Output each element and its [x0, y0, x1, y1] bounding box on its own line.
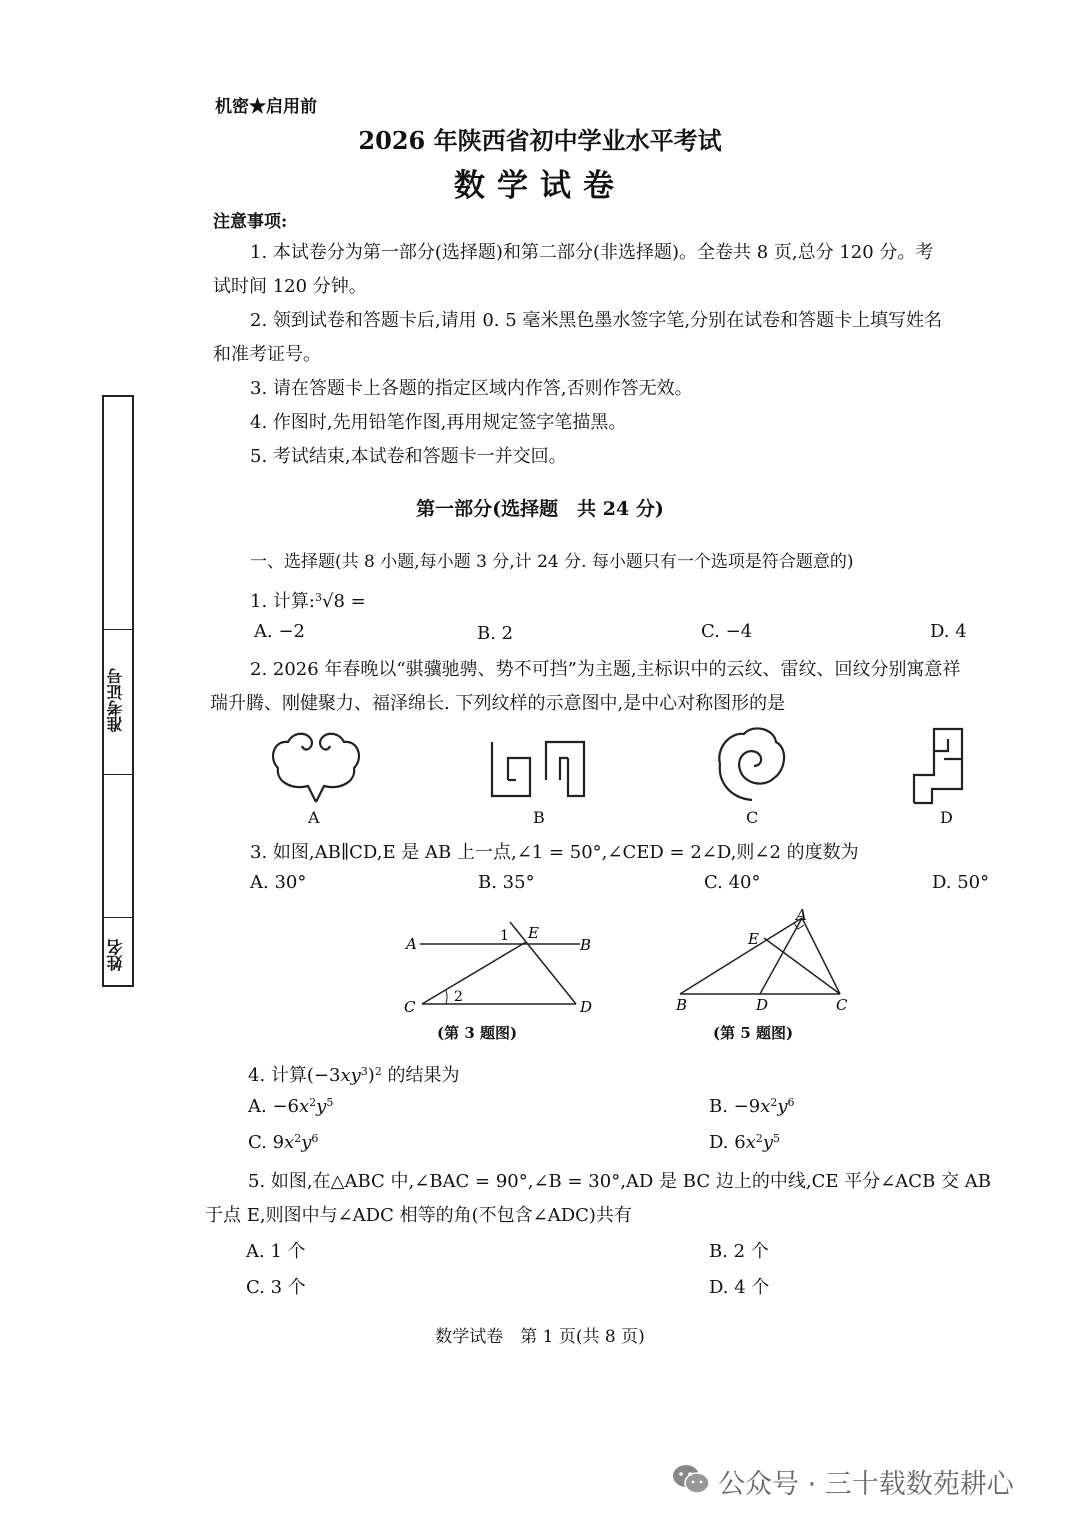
q3-point-b: B — [580, 936, 592, 954]
notes-heading: 注意事项: — [213, 212, 288, 232]
note-2a: 2. 领到试卷和答题卡后,请用 0. 5 毫米黑色墨水签字笔,分别在试卷和答题卡上填写姓名 — [250, 310, 943, 331]
q5-option-d: D. 4 个 — [709, 1277, 770, 1298]
q3-option-c: C. 40° — [704, 872, 761, 893]
q5-option-c: C. 3 个 — [246, 1277, 306, 1298]
q5-point-a: A — [796, 906, 807, 924]
note-4: 4. 作图时,先用铅笔作图,再用规定签字笔描黑。 — [250, 412, 627, 433]
q2-label-d: D — [940, 808, 953, 827]
q2-line1: 2. 2026 年春晚以“骐骥驰骋、势不可挡”为主题,主标识中的云纹、雷纹、回纹分别寓意祥 — [250, 659, 961, 680]
note-2b: 和准考证号。 — [213, 344, 321, 365]
q5-line2: 于点 E,则图中与∠ADC 相等的角(不包含∠ADC)共有 — [205, 1205, 632, 1226]
cloud-pattern-a — [270, 728, 362, 806]
q3-figure-caption: (第 3 题图) — [437, 1024, 518, 1042]
q3-angle-2: 2 — [454, 989, 463, 1005]
watermark-text: 公众号 · 三十载数苑耕心 — [718, 1469, 1014, 1500]
note-3: 3. 请在答题卡上各题的指定区域内作答,否则作答无效。 — [250, 378, 693, 399]
q3-point-d: D — [580, 998, 593, 1016]
q4-option-c: C. $9x^2y^6$ — [248, 1132, 319, 1153]
q4-option-a: A. $-6x^2y^5$ — [248, 1096, 334, 1117]
q3-option-b: B. 35° — [478, 872, 535, 893]
q1-option-b: B. 2 — [477, 623, 514, 644]
q5-point-b: B — [676, 996, 688, 1014]
section-heading: 一、选择题(共 8 小题,每小题 3 分,计 24 分. 每小题只有一个选项是符合题意的) — [250, 552, 854, 572]
q1-option-c: C. −4 — [701, 621, 753, 642]
q4-option-d: D. $6x^2y^5$ — [709, 1132, 781, 1153]
q4-stem: 4. 计算$(-3xy^3)^2$ 的结果为 — [248, 1065, 460, 1086]
note-5: 5. 考试结束,本试卷和答题卡一并交回。 — [250, 446, 567, 467]
q5-point-e: E — [748, 930, 759, 948]
q2-label-a: A — [308, 808, 320, 827]
q3-angle-1: 1 — [500, 928, 509, 944]
thunder-pattern-b — [490, 740, 586, 800]
q2-line2: 瑞升腾、刚健聚力、福泽绵长. 下列纹样的示意图中,是中心对称图形的是 — [210, 693, 786, 714]
note-1b: 试时间 120 分钟。 — [213, 276, 367, 297]
q3-point-a: A — [406, 935, 417, 953]
confidential-label: 机密★启用前 — [215, 97, 317, 117]
q5-point-c: C — [836, 996, 848, 1014]
q5-point-d: D — [756, 996, 769, 1014]
q3-stem: 3. 如图,AB∥CD,E 是 AB 上一点,∠1 = 50°,∠CED = 2∠D,则∠2 的度数为 — [250, 842, 859, 863]
page-footer: 数学试卷 第 1 页(共 8 页) — [435, 1327, 645, 1347]
q5-option-b: B. 2 个 — [709, 1241, 769, 1262]
q5-figure — [672, 906, 862, 1018]
q3-option-d: D. 50° — [932, 872, 990, 893]
q2-label-c: C — [746, 808, 759, 827]
q5-option-a: A. 1 个 — [246, 1241, 306, 1262]
cloud-spiral-pattern-c — [716, 724, 788, 804]
q3-figure — [400, 918, 600, 1018]
q3-point-e: E — [528, 924, 539, 942]
part1-heading: 第一部分(选择题 共 24 分) — [416, 498, 664, 520]
q1-stem: 1. 计算:$^3$√8 = — [250, 591, 366, 612]
q1-option-a: A. −2 — [254, 621, 305, 642]
wechat-icon — [672, 1463, 710, 1495]
q3-option-a: A. 30° — [250, 872, 307, 893]
q2-label-b: B — [533, 808, 545, 827]
exam-title: 2026 年陕西省初中学业水平考试 — [358, 126, 722, 155]
exam-number-label: 准考证号 — [106, 668, 125, 732]
q5-figure-caption: (第 5 题图) — [713, 1024, 794, 1042]
note-1a: 1. 本试卷分为第一部分(选择题)和第二部分(非选择题)。全卷共 8 页,总分 120 分。考 — [250, 242, 934, 263]
name-label: 姓名 — [106, 939, 125, 971]
paper-subtitle: 数学试卷 — [454, 168, 626, 204]
meander-pattern-d — [912, 727, 964, 805]
q3-point-c: C — [404, 998, 416, 1016]
q4-option-b: B. $-9x^2y^6$ — [709, 1096, 795, 1117]
q1-option-d: D. 4 — [930, 621, 967, 642]
q5-line1: 5. 如图,在△ABC 中,∠BAC = 90°,∠B = 30°,AD 是 BC 边上的中线,CE 平分∠ACB 交 AB — [248, 1171, 991, 1192]
